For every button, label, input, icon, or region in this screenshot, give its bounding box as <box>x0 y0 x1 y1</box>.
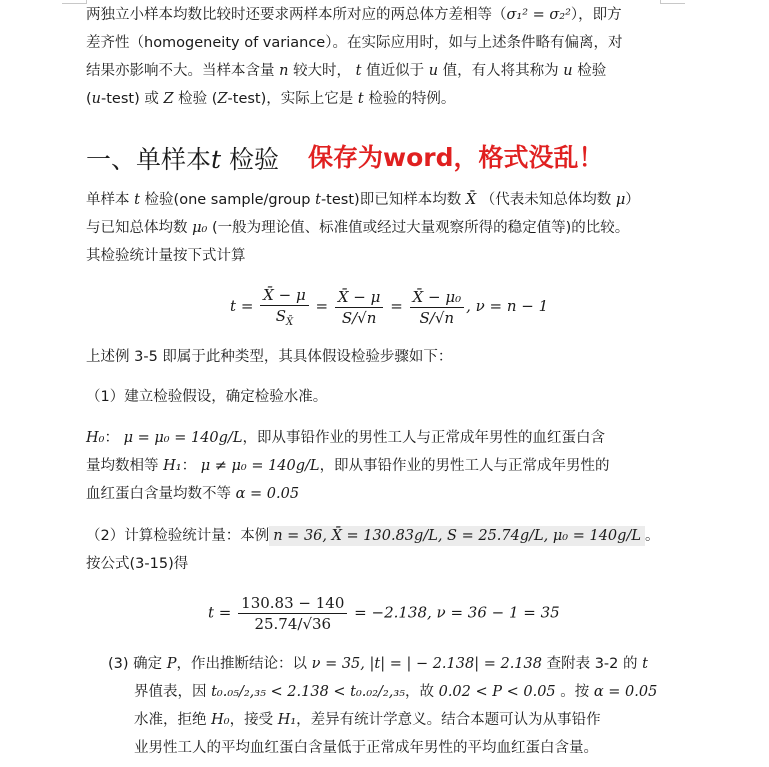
step-1: （1）建立检验假设，确定检验水准。 <box>86 389 328 405</box>
page-corner-mark-left <box>62 0 87 4</box>
hypothesis-line-3: 血红蛋白含量均数不等 α = 0.05 <box>86 486 300 502</box>
formula-t-computed: t = $\frac{130.83 - 140}{25.74/√36}$ = −2.138, ν = 36 − 1 = 35 <box>208 594 560 633</box>
hypothesis-line-2: 量均数相等 H₁： μ ≠ μ₀ = 140g/L，即从事铅作业的男性工人与正常成年男性的 <box>86 458 610 474</box>
red-annotation: 保存为word，格式没乱！ <box>308 143 604 172</box>
step-3-line-2: 界值表，因 t₀.₀₅/₂,₃₅ < 2.138 < t₀.₀₂/₂,₃₅，故 0.02 < P < 0.05 。按 α = 0.05 <box>134 684 658 700</box>
sample-values: n = 36, X̄ = 130.83g/L, S = 25.74g/L, μ₀ = 140g/L <box>269 526 645 546</box>
step-3-line-3: 水准，拒绝 H₀，接受 H₁，差异有统计学意义。结合本题可认为从事铅作 <box>134 712 601 728</box>
intro-line-1: 两独立小样本均数比较时还要求两样本所对应的两总体方差相等（σ₁² = σ₂²），即方 <box>86 7 622 23</box>
page-corner-mark-right <box>660 0 685 4</box>
desc-line-3: 其检验统计量按下式计算 <box>86 248 246 264</box>
desc-line-2: 与已知总体均数 μ₀ (一般为理论值、标准值或经过大量观察所得的稳定值等)的比较。 <box>86 220 630 236</box>
desc-line-1: 单样本 t 检验(one sample/group t-test)即已知样本均数 X̄ （代表未知总体均数 μ） <box>86 192 640 208</box>
section-heading: 一、单样本t 检验 <box>86 145 280 174</box>
intro-line-2: 差齐性（homogeneity of variance）。在实际应用时，如与上述条件略有偏离，对 <box>86 35 623 51</box>
step-2-line-2: 按公式(3-15)得 <box>86 556 189 572</box>
steps-intro: 上述例 3-5 即属于此种类型，其具体假设检验步骤如下： <box>86 349 453 365</box>
step-3-line-1: (3) 确定 P，作出推断结论：以 ν = 35, |t| = | − 2.138| = 2.138 查附表 3-2 的 t <box>108 656 648 672</box>
step-3-line-4: 业男性工人的平均血红蛋白含量低于正常成年男性的平均血红蛋白含量。 <box>134 740 598 756</box>
step-2-line-1: （2）计算检验统计量：本例 n = 36, X̄ = 130.83g/L, S = 25.74g/L, μ₀ = 140g/L 。 <box>86 528 660 544</box>
hypothesis-line-1: H₀： μ = μ₀ = 140g/L，即从事铅作业的男性工人与正常成年男性的血红蛋白含 <box>86 430 605 446</box>
intro-line-4: (u-test) 或 Z 检验 (Z-test)，实际上它是 t 检验的特例。 <box>86 91 456 107</box>
intro-line-3: 结果亦影响不大。当样本含量 n 较大时， t 值近似于 u 值，有人将其称为 u 检验 <box>86 63 607 79</box>
formula-t-statistic: t = $\frac{X̄ - \mu}{S_{X̄}}$ = $\frac{X̄ - \mu}{S/√n}$ = $\frac{\text{X̄ − μ₀}}{S/√n}$ , ν = n − 1 <box>230 286 549 328</box>
